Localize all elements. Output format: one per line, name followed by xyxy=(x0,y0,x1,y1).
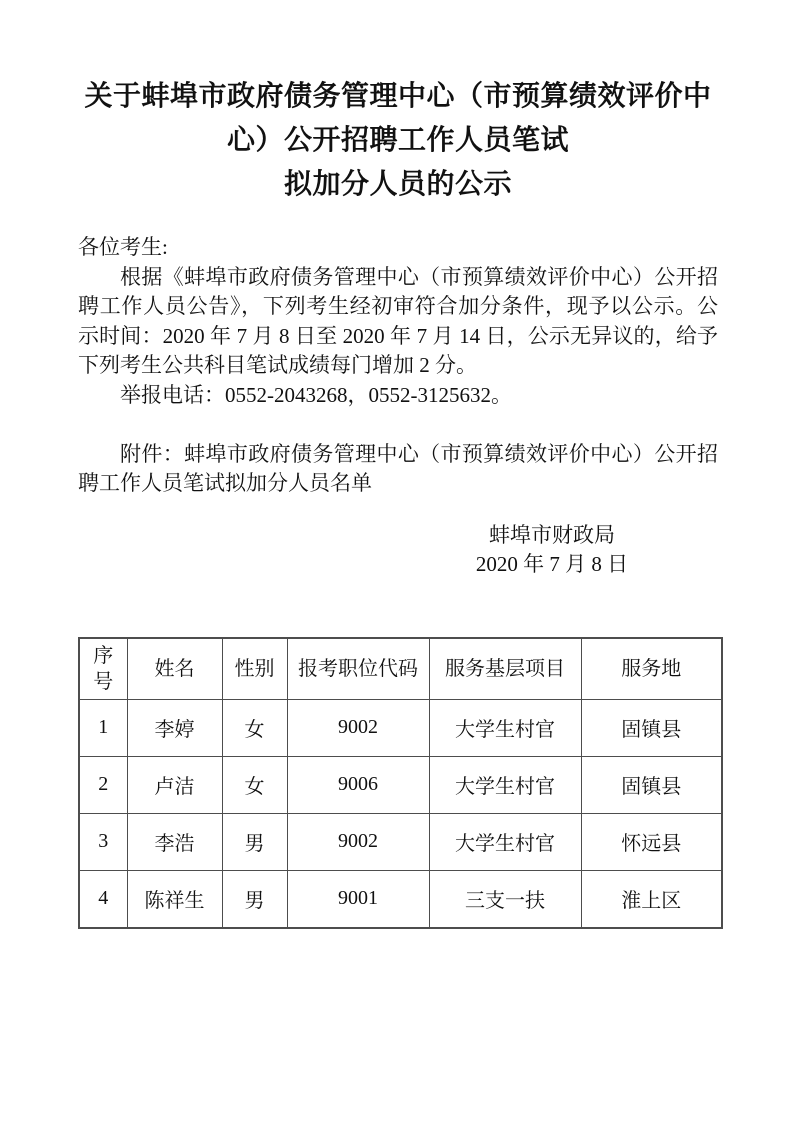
cell-service-location: 固镇县 xyxy=(581,756,722,813)
cell-service-location: 淮上区 xyxy=(581,870,722,928)
cell-serial: 2 xyxy=(79,756,127,813)
signature-organization: 蚌埠市财政局 xyxy=(489,522,615,547)
cell-gender: 男 xyxy=(222,870,287,928)
header-grassroots-program: 服务基层项目 xyxy=(429,638,581,700)
header-gender: 性别 xyxy=(222,638,287,700)
title-line-1: 关于蚌埠市政府债务管理中心（市预算绩效评价中 xyxy=(84,81,712,112)
table-row xyxy=(79,813,722,870)
announcement-paragraph: 根据《蚌埠市政府债务管理中心（市预算绩效评价中心）公开招聘工作人员公告》，下列考生经初审符合加分条件，现予以公示。公示时间：2020 年 7 月 8 日至 2020 年 7 月 14 日，公示无异议的，给予下列考生公共科目笔试成绩每门增加 2 分。 xyxy=(78,264,718,377)
cell-grassroots-program: 大学生村官 xyxy=(429,699,581,756)
header-service-location: 服务地 xyxy=(581,638,722,700)
document-body xyxy=(78,233,718,499)
signature-date: 2020 年 7 月 8 日 xyxy=(475,552,629,576)
title-line-3: 拟加分人员的公示 xyxy=(283,169,512,200)
cell-position-code: 9002 xyxy=(287,813,429,870)
cell-name: 李婷 xyxy=(127,699,222,756)
cell-grassroots-program: 大学生村官 xyxy=(429,813,581,870)
signature-block xyxy=(467,521,637,580)
header-position-code: 报考职位代码 xyxy=(287,638,429,700)
header-serial-number: 序号 xyxy=(79,638,127,700)
bonus-candidates-table xyxy=(78,637,723,929)
table-row xyxy=(79,870,722,928)
cell-position-code: 9002 xyxy=(287,699,429,756)
cell-name: 李浩 xyxy=(127,813,222,870)
salutation: 各位考生: xyxy=(78,235,168,259)
cell-name: 卢洁 xyxy=(127,756,222,813)
cell-gender: 男 xyxy=(222,813,287,870)
cell-grassroots-program: 三支一扶 xyxy=(429,870,581,928)
table-header-row xyxy=(79,638,722,700)
cell-position-code: 9001 xyxy=(287,870,429,928)
cell-name: 陈祥生 xyxy=(127,870,222,928)
cell-serial: 3 xyxy=(79,813,127,870)
header-name: 姓名 xyxy=(127,638,222,700)
report-phone-paragraph: 举报电话：0552-2043268，0552-3125632。 xyxy=(120,382,512,407)
cell-serial: 1 xyxy=(79,699,127,756)
cell-serial: 4 xyxy=(79,870,127,928)
document-title xyxy=(78,75,718,207)
cell-gender: 女 xyxy=(222,699,287,756)
cell-grassroots-program: 大学生村官 xyxy=(429,756,581,813)
title-line-2: 心）公开招聘工作人员笔试 xyxy=(226,125,569,156)
cell-position-code: 9006 xyxy=(287,756,429,813)
cell-gender: 女 xyxy=(222,756,287,813)
table-row xyxy=(79,756,722,813)
table-row xyxy=(79,699,722,756)
cell-service-location: 怀远县 xyxy=(581,813,722,870)
attachment-note: 附件：蚌埠市政府债务管理中心（市预算绩效评价中心）公开招聘工作人员笔试拟加分人员名单 xyxy=(78,441,718,495)
cell-service-location: 固镇县 xyxy=(581,699,722,756)
